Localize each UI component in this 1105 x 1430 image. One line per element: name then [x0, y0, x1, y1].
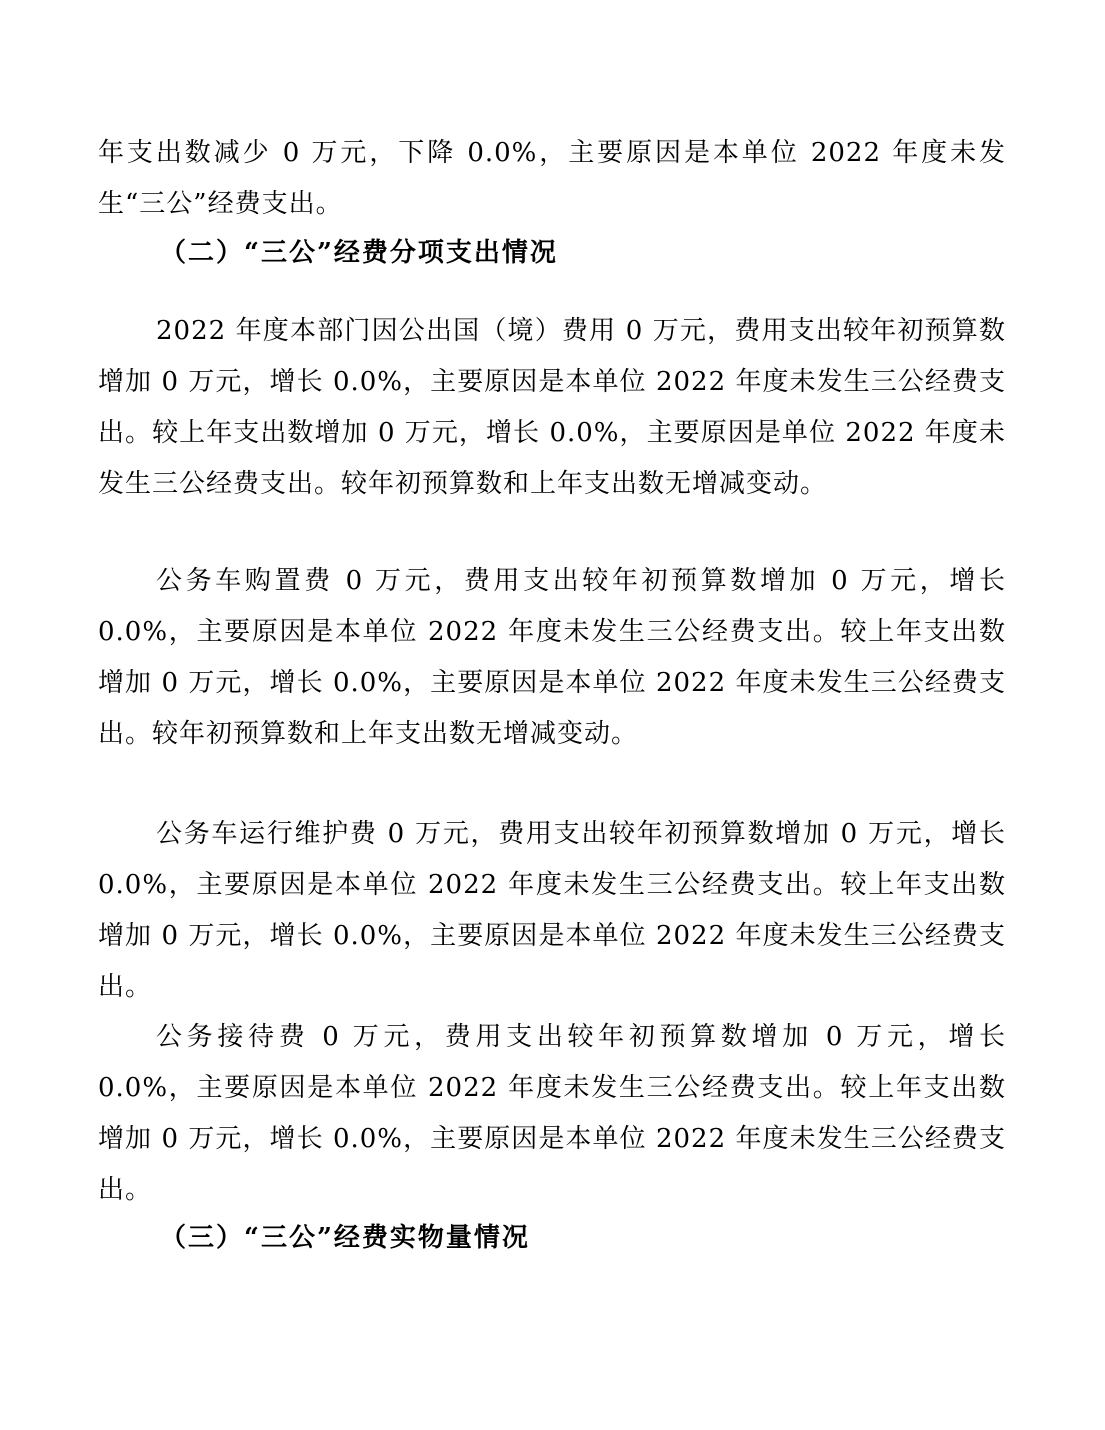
- section-heading-itemized-expenses: （二）“三公”经费分项支出情况: [160, 238, 558, 268]
- paragraph-overseas-travel: 2022 年度本部门因公出国（境）费用 0 万元，费用支出较年初预算数增加 0 万元，增长 0.0%，主要原因是本单位 2022 年度未发生三公经费支出。较上年支出数增加 0 万元，增长 0.0%，主要原因是单位 2022 年度未发生三公经费支出。较年初预算数和上年支出数无增减变动。: [98, 316, 1006, 499]
- paragraph-vehicle-maintenance: 公务车运行维护费 0 万元，费用支出较年初预算数增加 0 万元，增长 0.0%，主要原因是本单位 2022 年度未发生三公经费支出。较上年支出数增加 0 万元，增长 0.0%，主要原因是本单位 2022 年度未发生三公经费支出。: [98, 819, 1006, 1002]
- paragraph-total-summary-tail: 年支出数减少 0 万元，下降 0.0%，主要原因是本单位 2022 年度未发生“三公”经费支出。: [98, 138, 1006, 219]
- section-heading-physical-quantity: （三）“三公”经费实物量情况: [160, 1223, 530, 1253]
- paragraph-official-reception: 公务接待费 0 万元，费用支出较年初预算数增加 0 万元，增长 0.0%，主要原因是本单位 2022 年度未发生三公经费支出。较上年支出数增加 0 万元，增长 0.0%，主要原因是本单位 2022 年度未发生三公经费支出。: [98, 1022, 1006, 1205]
- paragraph-vehicle-purchase: 公务车购置费 0 万元，费用支出较年初预算数增加 0 万元，增长 0.0%，主要原因是本单位 2022 年度未发生三公经费支出。较上年支出数增加 0 万元，增长 0.0%，主要原因是本单位 2022 年度未发生三公经费支出。较年初预算数和上年支出数无增减变动。: [98, 566, 1006, 749]
